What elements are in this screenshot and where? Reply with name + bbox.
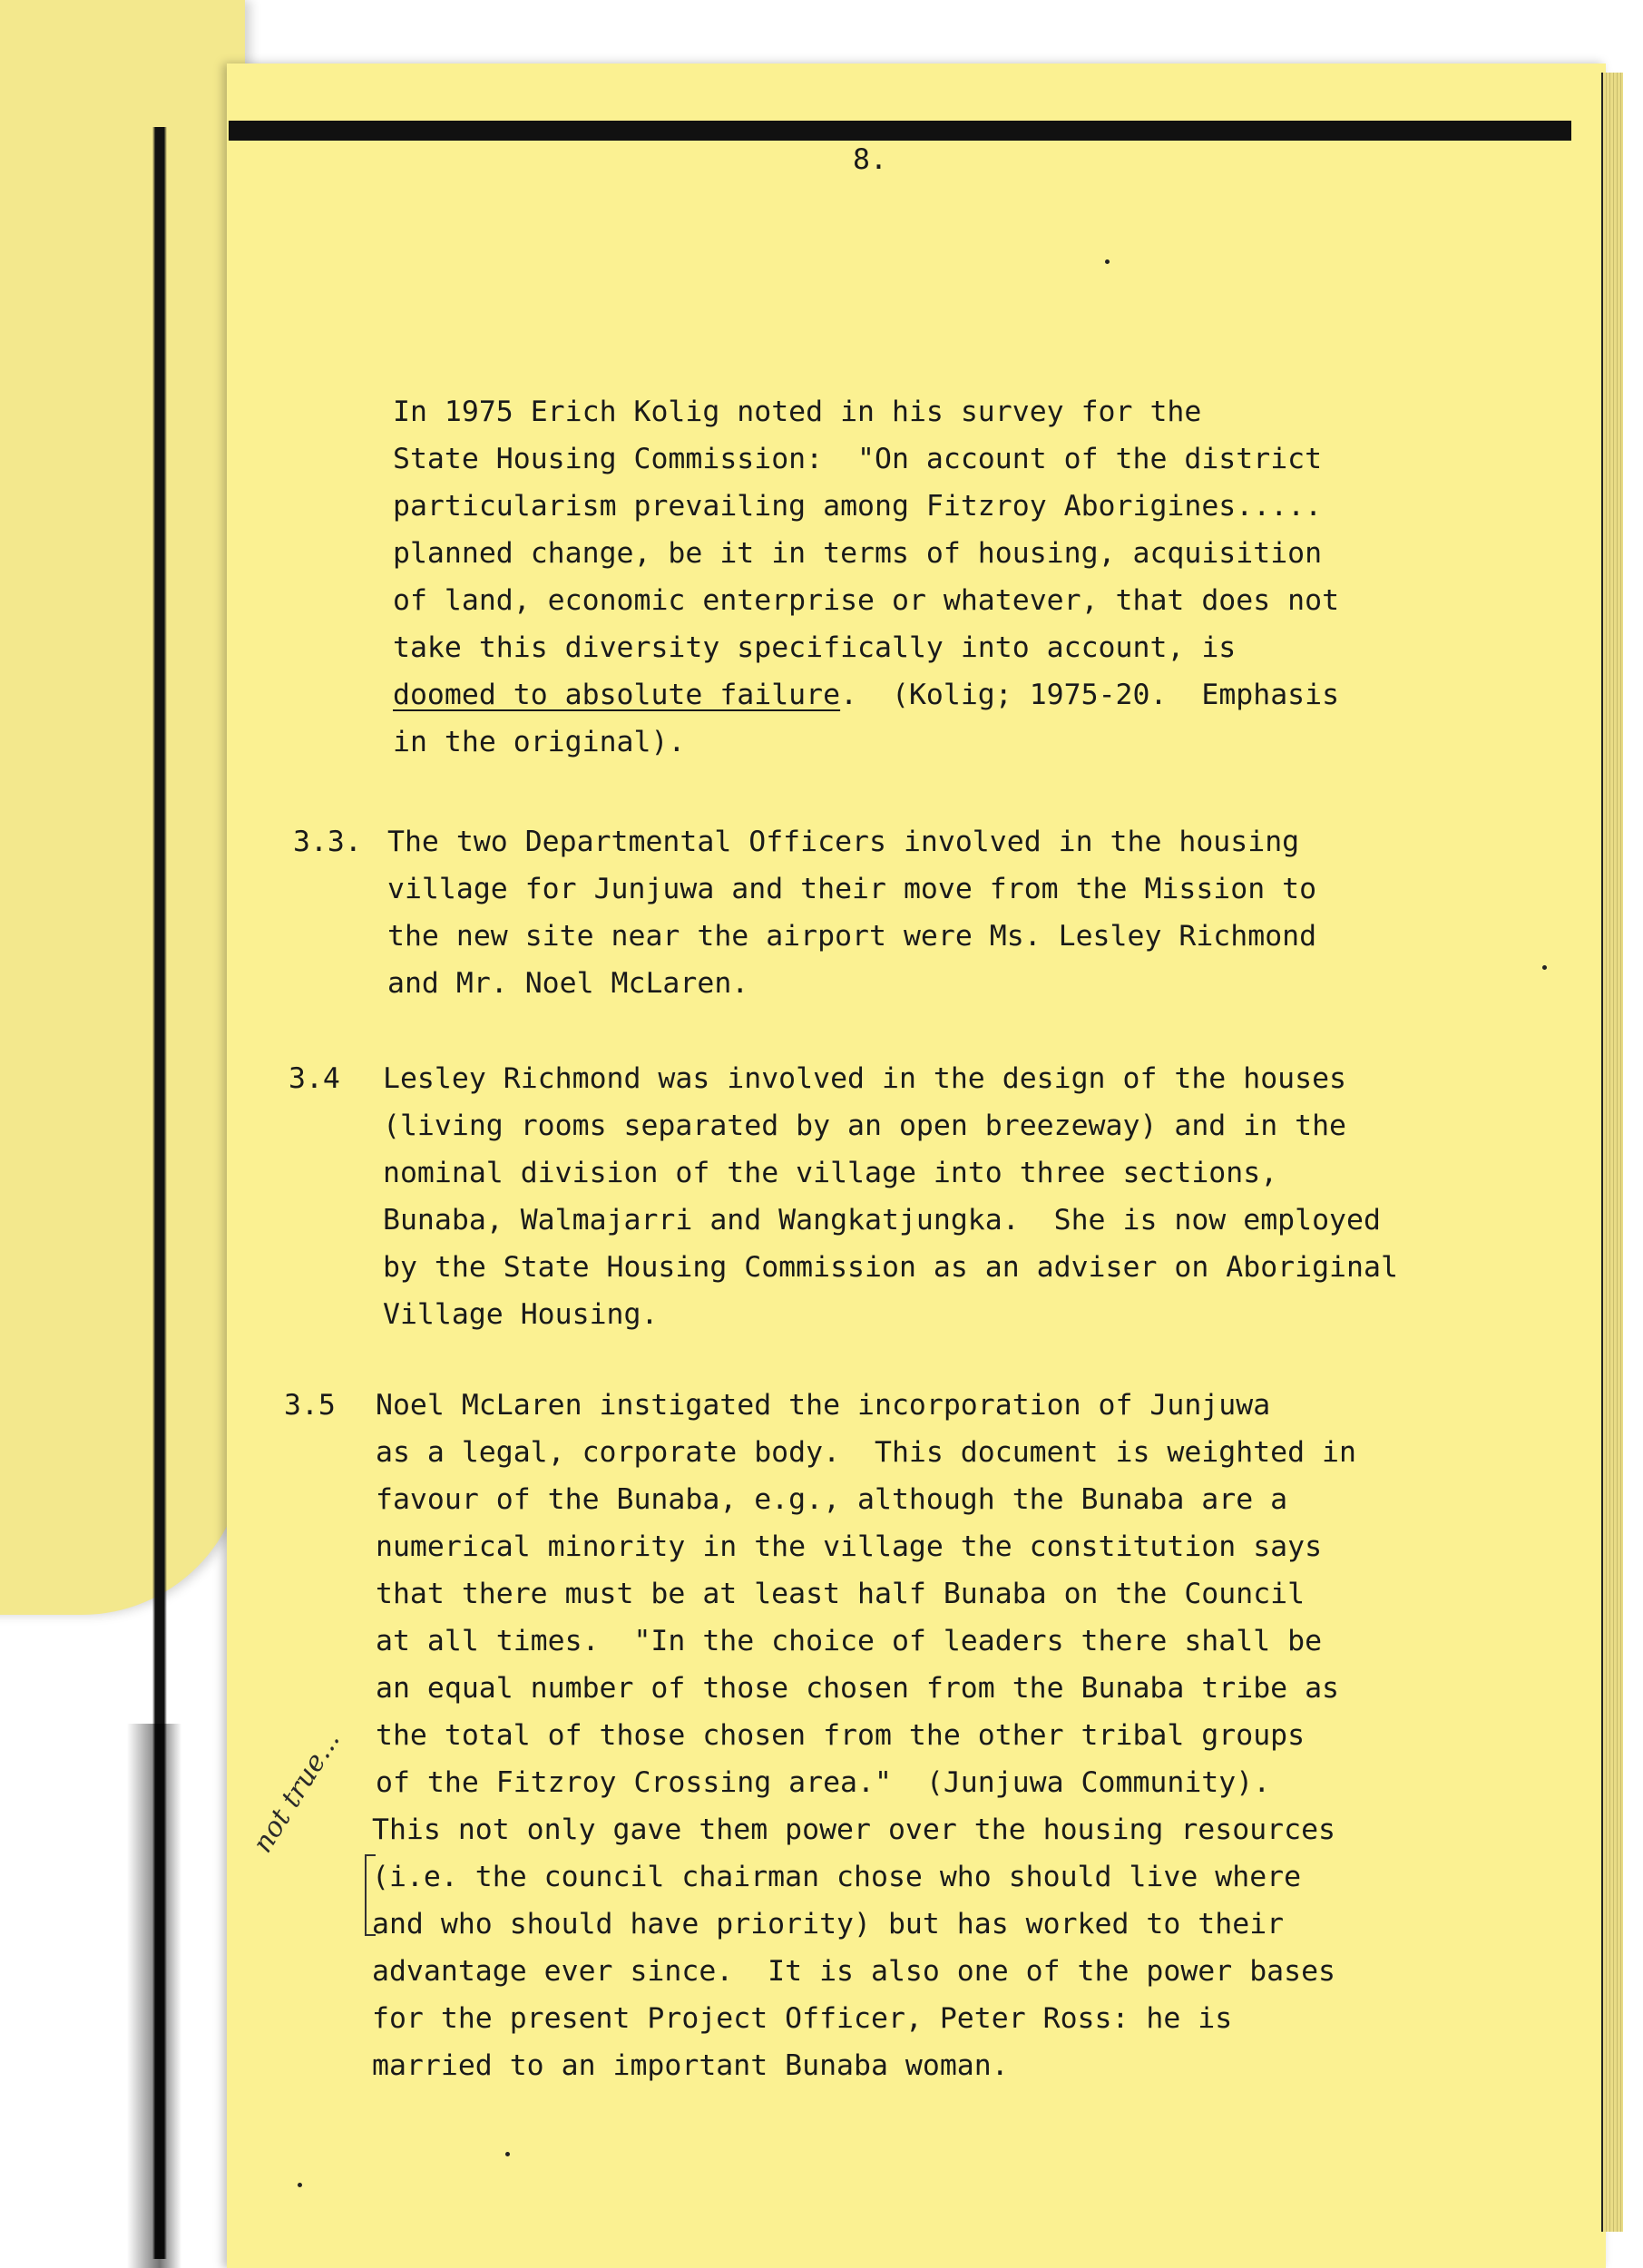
text-line: particularism prevailing among Fitzroy Aborigines..... <box>393 490 1323 523</box>
text-line: and who should have priority) but has worked to their <box>372 1908 1285 1941</box>
ink-speck <box>298 2183 302 2187</box>
ink-speck <box>1105 259 1110 264</box>
text-line: the new site near the airport were Ms. Lesley Richmond <box>387 920 1317 953</box>
page-stack-edge <box>1601 73 1623 2232</box>
text-line: take this diversity specifically into account, is <box>393 631 1237 664</box>
text-line: The two Departmental Officers involved in the housing <box>387 826 1300 858</box>
facing-page <box>0 0 245 1615</box>
text-line: planned change, be it in terms of housing, acquisition <box>393 537 1323 570</box>
underlined-emphasis: doomed to absolute failure <box>393 679 841 711</box>
text-line: (living rooms separated by an open breezeway) and in the <box>383 1110 1347 1142</box>
text-line: This not only gave them power over the housing resources <box>372 1813 1336 1846</box>
paragraph-number: 3.5 <box>284 1389 336 1422</box>
text-line: In 1975 Erich Kolig noted in his survey for the <box>393 396 1202 428</box>
text-line: village for Junjuwa and their move from the Mission to <box>387 873 1317 905</box>
text-line: Noel McLaren instigated the incorporation of Junjuwa <box>376 1389 1271 1422</box>
text-line: of land, economic enterprise or whatever, that does not <box>393 584 1340 617</box>
citation-text: . (Kolig; 1975-20. Emphasis <box>840 679 1340 711</box>
text-line: numerical minority in the village the constitution says <box>376 1530 1323 1563</box>
text-line: State Housing Commission: "On account of the district <box>393 443 1323 475</box>
ink-speck <box>505 2152 510 2156</box>
text-line: nominal division of the village into three sections, <box>383 1157 1278 1189</box>
text-line: as a legal, corporate body. This document is weighted in <box>376 1436 1356 1469</box>
text-line: the total of those chosen from the other tribal groups <box>376 1719 1306 1752</box>
text-line: that there must be at least half Bunaba on the Council <box>376 1578 1306 1610</box>
text-line: of the Fitzroy Crossing area." (Junjuwa Community). <box>376 1766 1271 1799</box>
text-line: Village Housing. <box>383 1298 659 1331</box>
text-line: married to an important Bunaba woman. <box>372 2049 1009 2082</box>
text-line: by the State Housing Commission as an adviser on Aboriginal <box>383 1251 1398 1284</box>
text-line: Lesley Richmond was involved in the design of the houses <box>383 1062 1347 1095</box>
binding-shadow <box>127 1724 181 2268</box>
ink-speck <box>1542 965 1547 970</box>
handwritten-margin-note: not true... <box>247 1725 347 1859</box>
text-line: Bunaba, Walmajarri and Wangkatjungka. She is now employed <box>383 1204 1381 1237</box>
top-rule <box>229 121 1571 141</box>
text-line: and Mr. Noel McLaren. <box>387 967 749 1000</box>
text-line: for the present Project Officer, Peter Ross: he is <box>372 2002 1233 2035</box>
margin-bracket <box>365 1854 376 1936</box>
paragraph-number: 3.3. <box>293 826 362 858</box>
text-line: favour of the Bunaba, e.g., although the Bunaba are a <box>376 1483 1288 1516</box>
text-line: an equal number of those chosen from the Bunaba tribe as <box>376 1672 1340 1705</box>
text-line <box>393 671 1339 719</box>
page-number: 8. <box>853 143 887 176</box>
text-line: in the original). <box>393 726 686 758</box>
paragraph-number: 3.4 <box>289 1062 340 1095</box>
text-line: at all times. "In the choice of leaders there shall be <box>376 1625 1323 1657</box>
text-line: advantage ever since. It is also one of the power bases <box>372 1955 1336 1988</box>
text-line: (i.e. the council chairman chose who should live where <box>372 1861 1302 1893</box>
